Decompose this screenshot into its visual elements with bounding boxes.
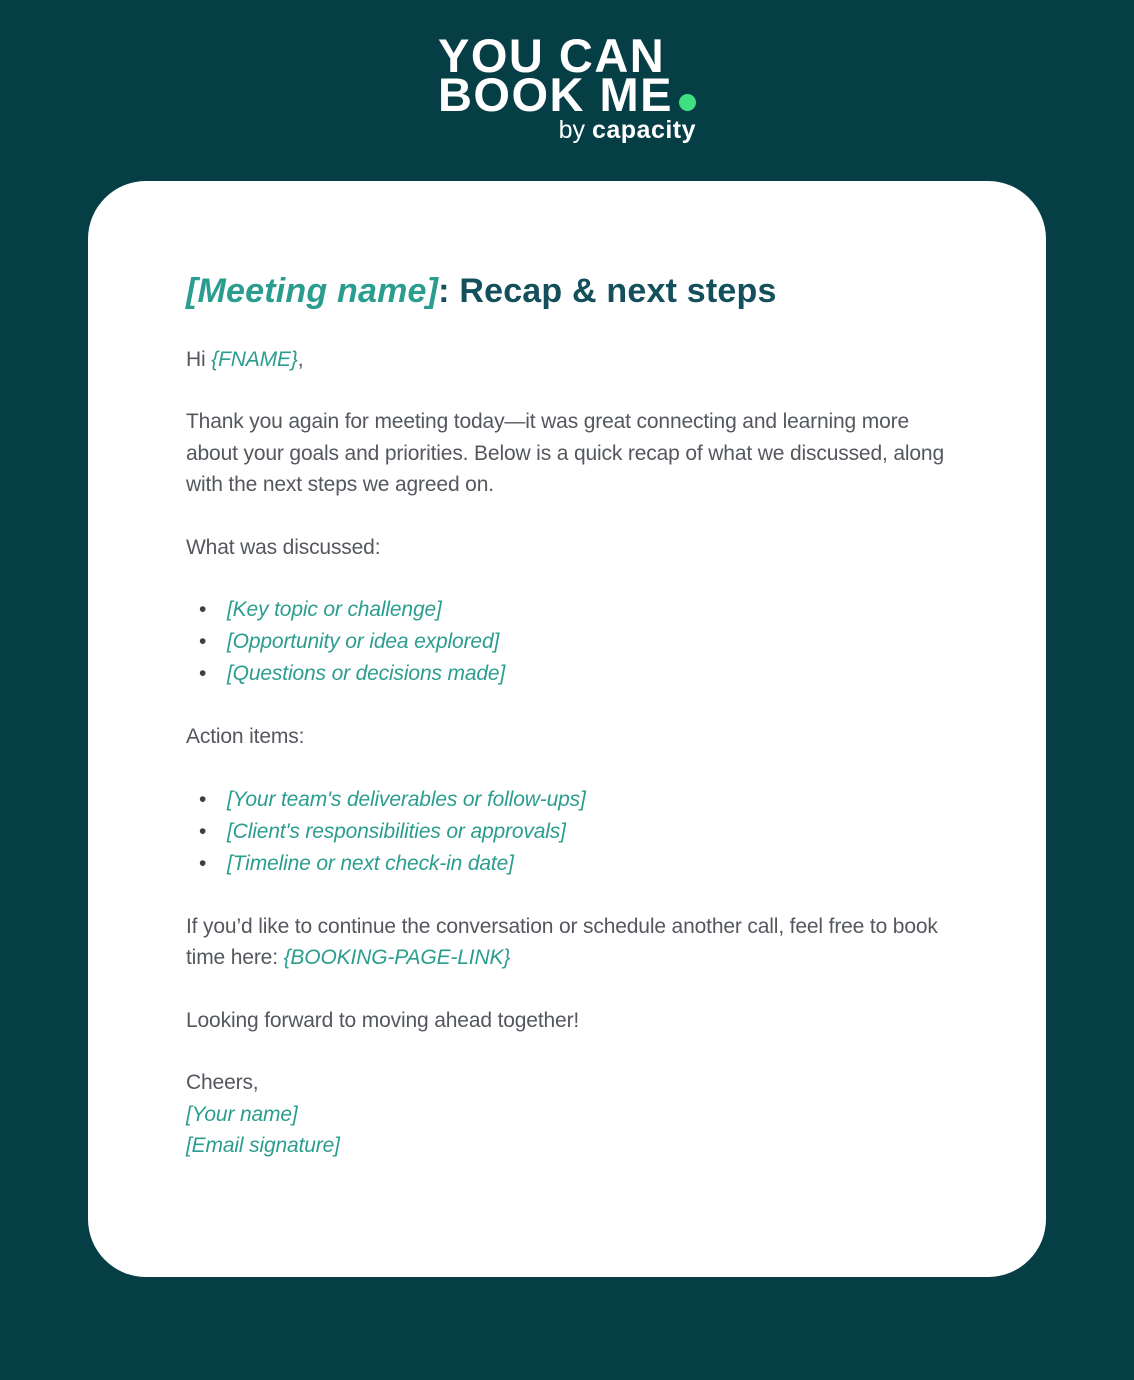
action-items-label: Action items:: [186, 725, 305, 749]
intro-paragraph: Thank you again for meeting today—it was great connecting and learning more about your goals and priorities. Below is a quick recap of what we discussed, along with the next steps we agreed on.: [186, 410, 944, 497]
byline-brand: capacity: [591, 116, 697, 144]
list-item: • [Opportunity or idea explored]: [186, 626, 960, 658]
meeting-name-placeholder: [Meeting name]: [186, 272, 439, 310]
discussed-list: [186, 594, 960, 690]
byline: [438, 117, 696, 144]
email-subject: [186, 271, 960, 312]
list-item: • [Your team's deliverables or follow-ups]: [186, 784, 960, 816]
booking-page-link[interactable]: {BOOKING-PAGE-LINK}: [283, 946, 511, 970]
youcanbookme-logo: [437, 29, 697, 144]
list-item: • [Key topic or challenge]: [186, 594, 960, 626]
closing-paragraph: Looking forward to moving ahead together!: [186, 1008, 580, 1032]
green-dot-icon: [679, 94, 696, 111]
booking-paragraph: [186, 911, 960, 974]
action-items-list: [186, 784, 960, 880]
logo-line-2: [437, 68, 696, 121]
signoff: [186, 1067, 960, 1162]
discussed-label: What was discussed:: [186, 535, 381, 559]
subject-rest: : Recap & next steps: [438, 272, 777, 310]
greeting: [186, 344, 960, 376]
email-template-card: [88, 181, 1046, 1277]
list-item: • [Client's responsibilities or approvals]: [186, 816, 960, 848]
logo-line-1: YOU CAN: [437, 29, 666, 82]
brand-header: [0, 0, 1134, 144]
signoff-cheers: Cheers,: [186, 1071, 259, 1095]
fname-placeholder: {FNAME}: [211, 347, 298, 371]
your-name-placeholder: [Your name]: [186, 1102, 298, 1126]
list-item: • [Timeline or next check-in date]: [186, 848, 960, 880]
greeting-prefix: Hi: [186, 347, 212, 371]
booking-text: If you’d like to continue the conversation or schedule another call, feel free to book time here:: [186, 914, 938, 970]
logo-line-2-text: BOOK ME: [437, 68, 674, 121]
email-signature-placeholder: [Email signature]: [186, 1134, 340, 1158]
greeting-suffix: ,: [297, 347, 304, 371]
byline-by: by: [558, 116, 586, 144]
list-item: • [Questions or decisions made]: [186, 658, 960, 690]
